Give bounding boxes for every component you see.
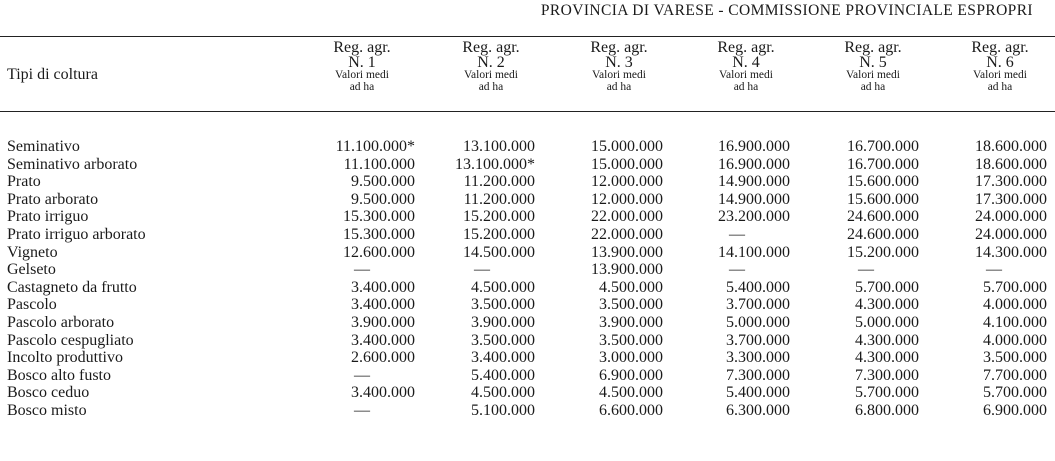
row-label: Prato arborato <box>7 190 99 208</box>
column-header-number: N. 6 <box>986 54 1014 71</box>
table-cell: 5.400.000 <box>726 278 790 296</box>
table-cell: — <box>858 261 874 279</box>
column-header-number: N. 3 <box>605 54 633 71</box>
table-cell: — <box>729 261 745 279</box>
table-cell: 13.900.000 <box>591 261 663 279</box>
table-row <box>0 226 1055 244</box>
column-header-region-2 <box>431 40 551 93</box>
table-row <box>0 332 1055 350</box>
table-cell: 3.400.000 <box>351 278 415 296</box>
table-cell: 5.000.000 <box>726 313 790 331</box>
table-cell: 15.600.000 <box>847 173 919 191</box>
table-cell: — <box>474 261 490 279</box>
table-cell: 16.700.000 <box>847 138 919 155</box>
table-row <box>0 296 1055 314</box>
table-cell: — <box>986 261 1002 279</box>
column-header-reg: Reg. agr. <box>717 39 775 56</box>
table-row <box>0 279 1055 297</box>
column-header-unit: ad ha <box>860 80 886 93</box>
table-cell: 4.000.000 <box>983 296 1047 314</box>
column-header-unit: ad ha <box>733 80 759 93</box>
table-cell: 5.700.000 <box>855 384 919 402</box>
table-cell: 18.600.000 <box>975 155 1047 173</box>
table-cell: 6.900.000 <box>983 401 1047 419</box>
column-header-subtitle: Valori medi <box>719 69 773 81</box>
table-cell: 5.100.000 <box>471 401 535 419</box>
table-cell: 16.700.000 <box>847 155 919 173</box>
table-cell: 9.500.000 <box>351 173 415 191</box>
table-cell: 17.300.000 <box>975 173 1047 191</box>
column-header-unit: ad ha <box>478 80 504 93</box>
column-header-subtitle: Valori medi <box>464 69 518 81</box>
table-row <box>0 314 1055 332</box>
table-cell: 12.000.000 <box>591 173 663 191</box>
table-row <box>0 402 1055 420</box>
table-cell: 13.100.000 <box>463 138 535 155</box>
table-cell: 4.500.000 <box>471 384 535 402</box>
row-label: Prato <box>7 173 41 191</box>
table-cell: 6.800.000 <box>855 401 919 419</box>
table-cell: 15.200.000 <box>463 225 535 243</box>
table-cell: 5.700.000 <box>983 278 1047 296</box>
table-cell: 11.100.000* <box>335 138 415 155</box>
table-cell: 22.000.000 <box>591 225 663 243</box>
column-header-number: N. 4 <box>732 54 760 71</box>
table-row <box>0 244 1055 262</box>
table-row <box>0 367 1055 385</box>
table-cell: 11.200.000 <box>463 173 535 191</box>
table-cell: 3.000.000 <box>599 349 663 367</box>
table-cell: 3.900.000 <box>471 313 535 331</box>
row-label: Incolto produttivo <box>7 349 123 367</box>
table-cell: 15.600.000 <box>847 190 919 208</box>
table-cell: 15.300.000 <box>343 208 415 226</box>
table-cell: 3.900.000 <box>351 313 415 331</box>
column-header-number: N. 1 <box>348 54 376 71</box>
table-row <box>0 138 1055 156</box>
table-cell: 16.900.000 <box>718 138 790 155</box>
table-cell: 11.100.000 <box>343 155 415 173</box>
table-cell: 9.500.000 <box>351 190 415 208</box>
table-cell: 14.900.000 <box>718 173 790 191</box>
table-cell: 4.300.000 <box>855 296 919 314</box>
column-header-subtitle: Valori medi <box>973 69 1027 81</box>
table-cell: 15.200.000 <box>847 243 919 261</box>
row-label: Pascolo cespugliato <box>7 331 134 349</box>
table-row <box>0 191 1055 209</box>
table-cell: 3.700.000 <box>726 296 790 314</box>
row-label: Gelseto <box>7 261 56 279</box>
table-cell: 12.600.000 <box>343 243 415 261</box>
column-header-crop-types: Tipi di coltura <box>7 66 98 83</box>
table-body <box>0 138 1055 420</box>
table-cell: 3.400.000 <box>351 296 415 314</box>
column-header-region-5 <box>813 40 933 93</box>
table-cell: 3.400.000 <box>351 331 415 349</box>
table-cell: — <box>354 401 370 419</box>
table-cell: 5.700.000 <box>983 384 1047 402</box>
table-cell: 14.300.000 <box>975 243 1047 261</box>
table-cell: 3.900.000 <box>599 313 663 331</box>
column-header-unit: ad ha <box>987 80 1013 93</box>
table-cell: 7.300.000 <box>855 366 919 384</box>
table-cell: 3.400.000 <box>471 349 535 367</box>
table-cell: 4.500.000 <box>599 384 663 402</box>
top-divider <box>0 36 1055 37</box>
table-cell: 24.000.000 <box>975 208 1047 226</box>
table-cell: 5.700.000 <box>855 278 919 296</box>
table-cell: 11.200.000 <box>463 190 535 208</box>
table-cell: 3.500.000 <box>599 296 663 314</box>
row-label: Pascolo arborato <box>7 313 115 331</box>
table-cell: 13.900.000 <box>591 243 663 261</box>
page-title: PROVINCIA DI VARESE - COMMISSIONE PROVINCIALE ESPROPRI <box>540 2 1033 19</box>
table-row <box>0 173 1055 191</box>
column-header-region-4 <box>686 40 806 93</box>
column-header-number: N. 2 <box>477 54 505 71</box>
table-cell: 3.300.000 <box>726 349 790 367</box>
row-label: Bosco ceduo <box>7 384 90 402</box>
column-header-subtitle: Valori medi <box>335 69 389 81</box>
row-label: Prato irriguo <box>7 208 89 226</box>
table-cell: 15.300.000 <box>343 225 415 243</box>
table-cell: 12.000.000 <box>591 190 663 208</box>
row-label: Castagneto da frutto <box>7 278 137 296</box>
table-cell: 2.600.000 <box>351 349 415 367</box>
column-header-unit: ad ha <box>349 80 375 93</box>
column-header-region-1 <box>302 40 422 93</box>
table-cell: 15.000.000 <box>591 155 663 173</box>
row-label: Seminativo <box>7 138 80 155</box>
table-cell: 6.900.000 <box>599 366 663 384</box>
column-header-number: N. 5 <box>859 54 887 71</box>
table-cell: 24.600.000 <box>847 225 919 243</box>
table-cell: 24.000.000 <box>975 225 1047 243</box>
table-cell: 5.000.000 <box>855 313 919 331</box>
table-cell: 24.600.000 <box>847 208 919 226</box>
table-row <box>0 156 1055 174</box>
table-row <box>0 384 1055 402</box>
row-label: Seminativo arborato <box>7 155 138 173</box>
table-row <box>0 208 1055 226</box>
table-cell: 3.400.000 <box>351 384 415 402</box>
row-label: Bosco alto fusto <box>7 366 111 384</box>
table-cell: 3.500.000 <box>599 331 663 349</box>
table-cell: 3.700.000 <box>726 331 790 349</box>
table-cell: 4.100.000 <box>983 313 1047 331</box>
table-cell: 16.900.000 <box>718 155 790 173</box>
column-header-unit: ad ha <box>606 80 632 93</box>
table-cell: 3.500.000 <box>471 296 535 314</box>
table-cell: 5.400.000 <box>726 384 790 402</box>
row-label: Bosco misto <box>7 401 87 419</box>
table-cell: 23.200.000 <box>718 208 790 226</box>
table-cell: — <box>354 366 370 384</box>
row-label: Vigneto <box>7 243 58 261</box>
table-cell: 3.500.000 <box>471 331 535 349</box>
table-cell: 13.100.000* <box>455 155 535 173</box>
table-cell: 22.000.000 <box>591 208 663 226</box>
table-cell: 5.400.000 <box>471 366 535 384</box>
table-cell: 4.500.000 <box>599 278 663 296</box>
column-header-subtitle: Valori medi <box>846 69 900 81</box>
table-cell: 4.300.000 <box>855 349 919 367</box>
table-cell: 6.300.000 <box>726 401 790 419</box>
table-cell: 15.200.000 <box>463 208 535 226</box>
column-header-reg: Reg. agr. <box>971 39 1029 56</box>
table-row <box>0 261 1055 279</box>
column-header-reg: Reg. agr. <box>333 39 391 56</box>
table-cell: — <box>729 225 745 243</box>
table-cell: 6.600.000 <box>599 401 663 419</box>
column-header-reg: Reg. agr. <box>462 39 520 56</box>
table-cell: 14.100.000 <box>718 243 790 261</box>
table-cell: 14.500.000 <box>463 243 535 261</box>
table-cell: 14.900.000 <box>718 190 790 208</box>
table-cell: 7.700.000 <box>983 366 1047 384</box>
table-cell: 3.500.000 <box>983 349 1047 367</box>
table-cell: 4.300.000 <box>855 331 919 349</box>
table-cell: 7.300.000 <box>726 366 790 384</box>
table-cell: 17.300.000 <box>975 190 1047 208</box>
row-label: Pascolo <box>7 296 57 314</box>
table-cell: — <box>354 261 370 279</box>
table-cell: 4.000.000 <box>983 331 1047 349</box>
header-divider <box>0 111 1055 112</box>
row-label: Prato irriguo arborato <box>7 225 146 243</box>
column-header-reg: Reg. agr. <box>844 39 902 56</box>
table-cell: 4.500.000 <box>471 278 535 296</box>
column-header-region-3 <box>559 40 679 93</box>
column-header-subtitle: Valori medi <box>592 69 646 81</box>
table-cell: 15.000.000 <box>591 138 663 155</box>
table-row <box>0 349 1055 367</box>
table-cell: 18.600.000 <box>975 138 1047 155</box>
column-header-reg: Reg. agr. <box>590 39 648 56</box>
column-header-region-6 <box>940 40 1055 93</box>
